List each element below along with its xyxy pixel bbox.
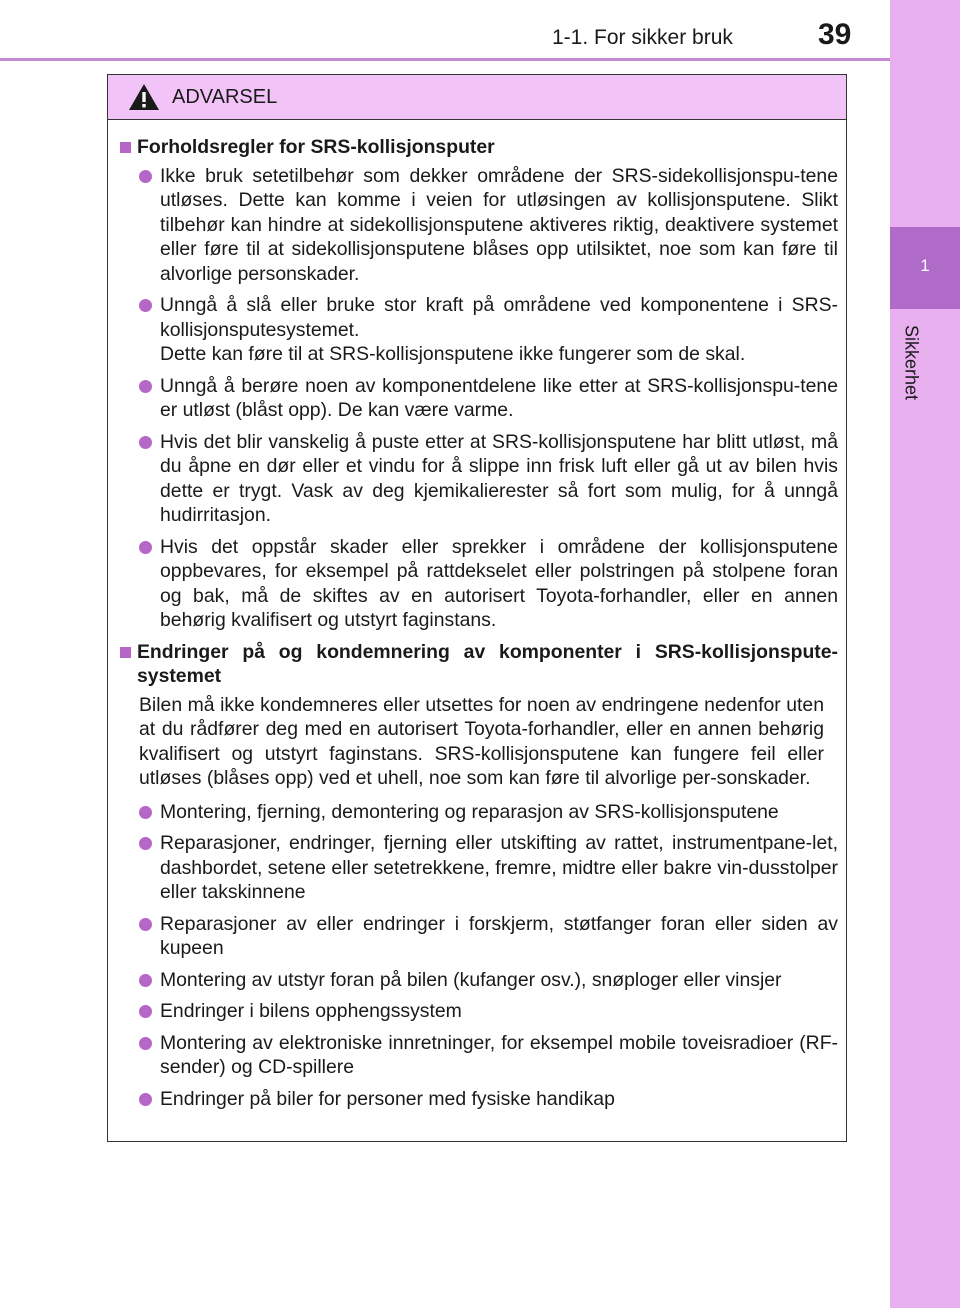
section-title: Endringer på og kondemnering av komponenter i SRS-kollisjonspute-systemet: [137, 640, 838, 687]
round-bullet-icon: [139, 837, 152, 850]
list-item-text: Reparasjoner, endringer, fjerning eller utskifting av rattet, instrumentpane-let, dashbordet, setene eller setetrekkene, fremre, midtre eller bakre vin-dusstolper eller takskinnene: [160, 832, 838, 903]
header-rule: [0, 58, 890, 61]
round-bullet-icon: [139, 436, 152, 449]
section-heading: [120, 640, 838, 689]
side-strip: [890, 0, 960, 1308]
list-item: [139, 374, 838, 423]
round-bullet-icon: [139, 974, 152, 987]
warning-box: [107, 74, 847, 1142]
round-bullet-icon: [139, 1037, 152, 1050]
round-bullet-icon: [139, 1005, 152, 1018]
square-bullet-icon: [120, 647, 131, 658]
list-item-text: Endringer i bilens opphengssystem: [160, 1000, 462, 1022]
list-item: [139, 293, 838, 367]
round-bullet-icon: [139, 806, 152, 819]
round-bullet-icon: [139, 170, 152, 183]
section-intro: Bilen må ikke kondemneres eller utsettes for noen av endringene nedenfor uten at du rådfører deg med en autorisert Toyota-forhandler, eller en annen behørig kvalifisert og utstyrt faginstans. SRS-kollisjonsputene kan fungere feil eller utløses (blåses opp) ved et uhell, noe som kan føre til alvorlige per-sonskader.: [139, 693, 824, 789]
list-item-text: Montering, fjerning, demontering og reparasjon av SRS-kollisjonsputene: [160, 800, 779, 823]
list-item-line: Dette kan føre til at SRS-kollisjonsputene ikke fungerer som de skal.: [160, 343, 746, 365]
list-item: [139, 999, 838, 1024]
list-item: [139, 1087, 838, 1112]
round-bullet-icon: [139, 380, 152, 393]
list-item: [139, 535, 838, 633]
list-item-text: Endringer på biler for personer med fysiske handikap: [160, 1087, 615, 1110]
warning-label: ADVARSEL: [172, 85, 278, 108]
warning-header: [108, 75, 846, 120]
list-item: [139, 968, 838, 993]
round-bullet-icon: [139, 918, 152, 931]
round-bullet-icon: [139, 299, 152, 312]
list-item: [139, 430, 838, 528]
section-title: Forholdsregler for SRS-kollisjonsputer: [137, 136, 495, 158]
square-bullet-icon: [120, 142, 131, 153]
chapter-tab-number: 1: [920, 256, 930, 275]
list-item: [139, 912, 838, 961]
list-item: [139, 164, 838, 287]
warning-body: [108, 120, 846, 1111]
list-item: [139, 800, 838, 825]
page-number: 39: [818, 18, 852, 51]
list-item-text: Montering av elektroniske innretninger, for eksempel mobile toveisradioer (RF-sender) og CD-spillere: [160, 1031, 838, 1078]
list-item-text: Hvis det blir vanskelig å puste etter at SRS-kollisjonsputene har blitt utløst, må du åpne en dør eller et vindu for å slippe inn frisk luft eller gå ut av bilen hvis dette er trygt. Vask av deg kjemikalierester så fort som mulig, for å unngå hudirritasjon.: [160, 430, 838, 526]
list-item-text: Unngå å berøre noen av komponentdelene like etter at SRS-kollisjonspu-tene er utløst (blåst opp). De kan være varme.: [160, 374, 838, 421]
list-item-text: Montering av utstyr foran på bilen (kufanger osv.), snøploger eller vinsjer: [160, 968, 782, 991]
chapter-tab-label: Sikkerhet: [901, 325, 922, 401]
round-bullet-icon: [139, 541, 152, 554]
list-item-text: Reparasjoner av eller endringer i forskjerm, støtfanger foran eller siden av kupeen: [160, 912, 838, 959]
chapter-title: 1-1. For sikker bruk: [552, 26, 733, 49]
list-item-text: Ikke bruk setetilbehør som dekker områdene der SRS-sidekollisjonspu-tene utløses. Dette kan komme i veien for utløsingen av kollisjonsputene. Slikt tilbehør kan hindre at sidekollisjonsputene aktiveres riktig, deaktivere systemet eller føre til at sidekollisjonsputene blåses opp utilsiktet, noe som kan føre til alvorlige personskader.: [160, 164, 838, 285]
list-item-text: [160, 293, 838, 367]
warning-triangle-icon: [128, 83, 160, 111]
list-item: [139, 831, 838, 905]
round-bullet-icon: [139, 1093, 152, 1106]
list-item: [139, 1031, 838, 1080]
list-item-text: Hvis det oppstår skader eller sprekker i områdene der kollisjonsputene oppbevares, for eksempel på rattdekselet eller polstringen på stolpene foran og bak, må de skiftes av en autorisert Toyota-forhandler, eller en annen behørig kvalifisert og utstyrt faginstans.: [160, 535, 838, 631]
section-heading: [120, 135, 838, 160]
list-item-line: Unngå å slå eller bruke stor kraft på områdene ved komponentene i SRS-kollisjonsputesystemet.: [160, 294, 838, 341]
